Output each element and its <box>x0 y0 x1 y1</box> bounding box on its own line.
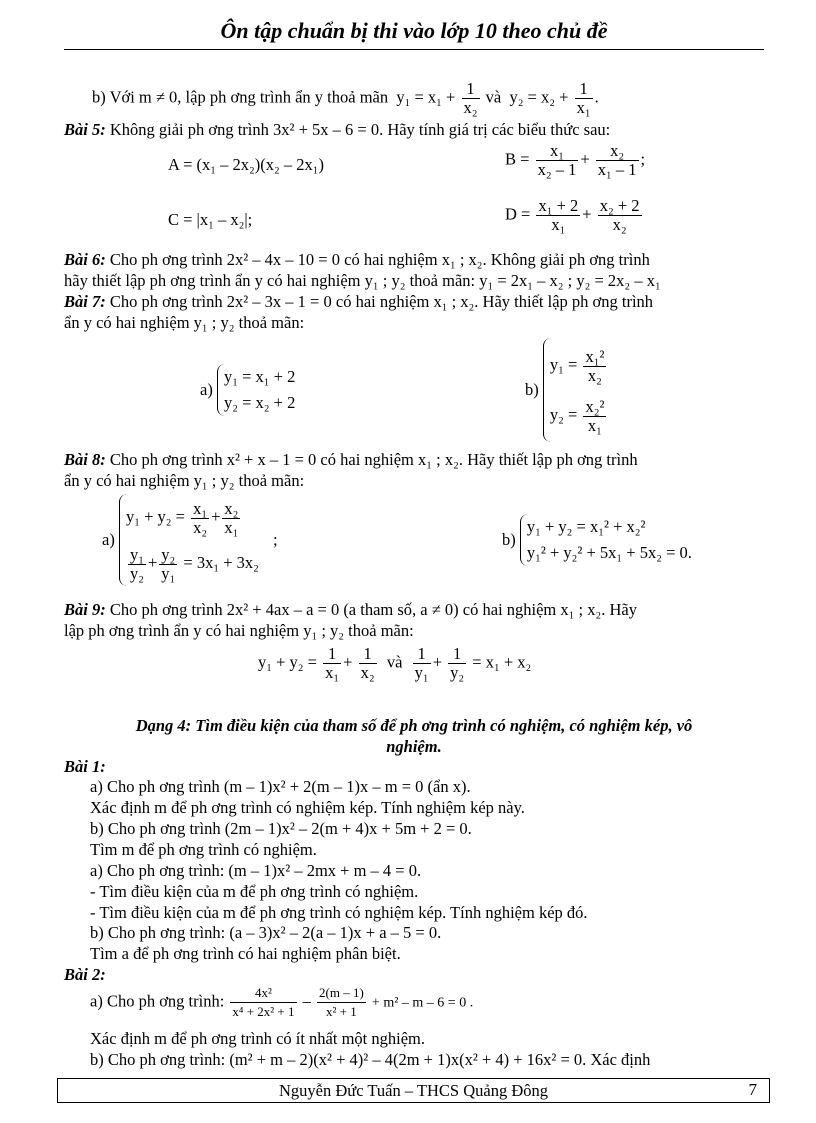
exercise-8-line2: ẩn y có hai nghiệm y₁ ; y₂ thoả mãn: <box>64 471 305 490</box>
page-number: 7 <box>748 1080 757 1099</box>
exercise-7b-system: b) y₁ = $\frac{\text{x₁²}}{\text{x₂}}$ y₂ = $\frac{\text{x₂²}}{\text{x₁}}$ <box>525 338 725 442</box>
page-header-title: Ôn tập chuẩn bị thi vào lớp 10 theo chủ đề <box>220 18 608 43</box>
section-heading-line1: Dạng 4: Tìm điều kiện của tham số để ph ơng trình có nghiệm, có nghiệm kép, vô <box>135 716 693 735</box>
bai-1-d2: Tìm a để ph ơng trình có hai nghiệm phân biệt. <box>90 944 401 963</box>
bai-1-d: b) Cho ph ơng trình: (a – 3)x² – 2(a – 1)x + a – 5 = 0. <box>90 923 442 942</box>
bai-1-b: b) Cho ph ơng trình (2m – 1)x² – 2(m + 4)x + 5m + 2 = 0. <box>90 819 472 838</box>
exercise-9-line2: lập ph ơng trình ẩn y có hai nghiệm y₁ ; y₂ thoả mãn: <box>64 621 414 640</box>
math: y₁ = x₁ + <box>396 87 456 107</box>
bai-1-a2: Xác định m để ph ơng trình có nghiệm kép. Tính nghiệm kép này. <box>90 798 525 817</box>
footer-author: Nguyễn Đức Tuấn – THCS Quảng Đông <box>279 1081 548 1100</box>
bai-1-c2: - Tìm điều kiện của m để ph ơng trình có nghiệm kép. Tính nghiệm kép đó. <box>90 903 588 922</box>
exercise-8a-system: a) y₁ + y₂ = $\frac{\text{x₁}}{\text{x₂}}$ + $\frac{\text{x₂}}{\text{x₁}}$ $\frac{\text{y₁}}{\text{y₂}}$ + $\frac{\text{y₂}}{\text{y₁}}$ = 3x₁ + 3x₂ ; <box>102 494 322 586</box>
bai-1-label: Bài 1: <box>64 757 106 776</box>
expr-A: A = (x₁ – 2x₂)(x₂ – 2x₁) <box>168 155 325 174</box>
bai-2-b: b) Cho ph ơng trình: (m² + m – 2)(x² + 4)² – 4(2m + 1)x(x² + 4) + 16x² = 0. Xác định <box>90 1050 651 1069</box>
exercise-7-line1: Bài 7: Cho ph ơng trình 2x² – 3x – 1 = 0 có hai nghiệm x₁ ; x₂. Hãy thiết lập ph ơng trình <box>64 292 654 311</box>
bai-2-label: Bài 2: <box>64 965 106 984</box>
text: và <box>485 87 502 107</box>
exercise-4b-line: b) Với m ≠ 0, lập ph ơng trình ẩn y thoả mãn y₁ = x₁ + $\frac{1}{\text{x₂}}$ và y₂ = x₂ + $\frac{1}{\text{x₁}}$ . <box>92 79 599 117</box>
exercise-6-line2: hãy thiết lập ph ơng trình ẩn y có hai nghiệm y₁ ; y₂ thoả mãn: y₁ = 2x₁ – x₂ ; y₂ = 2x₂ – x₁ <box>64 271 661 290</box>
page-footer <box>57 1078 770 1103</box>
header-rule <box>64 49 764 50</box>
math: y₂ = x₂ + <box>509 87 569 107</box>
bai-1-c1: - Tìm điều kiện của m để ph ơng trình có nghiệm. <box>90 882 419 901</box>
section-heading-line2: nghiệm. <box>386 737 442 756</box>
bai-1-b2: Tìm m để ph ơng trình có nghiệm. <box>90 840 317 859</box>
expr-B: B = $\frac{\text{x₁}}{\text{x₂ – 1}}$ + $\frac{\text{x₂}}{\text{x₁ – 1}}$ ; <box>505 141 646 179</box>
exercise-label: Bài 5: <box>64 120 106 139</box>
expr-C: C = |x₁ – x₂|; <box>168 210 253 229</box>
exercise-9-line1: Bài 9: Cho ph ơng trình 2x² + 4ax – a = 0 (a tham số, a ≠ 0) có hai nghiệm x₁ ; x₂. Hãy <box>64 600 637 619</box>
exercise-7a-system: a) y₁ = x₁ + 2 y₂ = x₂ + 2 <box>200 364 400 416</box>
expr-D: D = $\frac{\text{x₁ + 2}}{\text{x₁}}$ + $\frac{\text{x₂ + 2}}{\text{x₂}}$ <box>505 196 640 234</box>
bai-1-c: a) Cho ph ơng trình: (m – 1)x² – 2mx + m – 4 = 0. <box>90 861 422 880</box>
bai-2-a2: Xác định m để ph ơng trình có ít nhất một nghiệm. <box>90 1029 426 1048</box>
bai-2-a: a) Cho ph ơng trình: $\frac{\text{4x²}}{\text{x⁴ + 2x² + 1}}$ – $\frac{2(m - 1)}{\text{x² + 1}}$ + m² – m – 6 = 0 . <box>90 985 474 1019</box>
exercise-8-line1: Bài 8: Cho ph ơng trình x² + x – 1 = 0 có hai nghiệm x₁ ; x₂. Hãy thiết lập ph ơng trình <box>64 450 638 469</box>
fraction: $\frac{1}{\text{x₂}}$ <box>463 79 478 117</box>
bai-1-a: a) Cho ph ơng trình (m – 1)x² + 2(m – 1)x – m = 0 (ẩn x). <box>90 777 471 796</box>
exercise-9-equations: y₁ + y₂ = $\frac{1}{\text{x₁}}$ + $\frac{1}{\text{x₂}}$ và $\frac{1}{\text{y₁}}$ + $\frac{1}{\text{y₂}}$ = x₁ + x₂ <box>258 644 532 682</box>
exercise-5-statement <box>64 120 764 140</box>
text: Không giải ph ơng trình 3x² + 5x – 6 = 0. Hãy tính giá trị các biểu thức sau: <box>109 120 611 139</box>
text: b) Với m ≠ 0, lập ph ơng trình ẩn y thoả mãn <box>92 87 389 107</box>
exercise-6-line1: Bài 6: Cho ph ơng trình 2x² – 4x – 10 = 0 có hai nghiệm x₁ ; x₂. Không giải ph ơng trình <box>64 250 650 269</box>
fraction: $\frac{1}{\text{x₁}}$ <box>576 79 591 117</box>
exercise-8b-system: b) y₁ + y₂ = x₁² + x₂² y₁² + y₂² + 5x₁ + 5x₂ = 0. <box>502 514 752 566</box>
exercise-7-line2: ẩn y có hai nghiệm y₁ ; y₂ thoả mãn: <box>64 313 305 332</box>
